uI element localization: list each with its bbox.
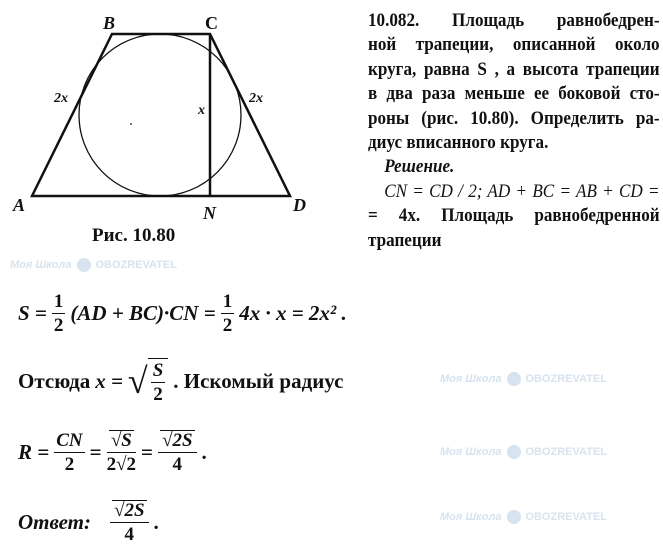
problem-text bbox=[368, 9, 660, 253]
label-c: C bbox=[205, 13, 218, 33]
formula-part: . bbox=[201, 439, 207, 464]
formula-part: . bbox=[153, 509, 159, 534]
answer bbox=[18, 500, 159, 544]
solution-line: CN = CD / 2; AD + BC = AB + CD = bbox=[384, 180, 660, 202]
x-formula bbox=[18, 358, 343, 404]
solution-heading: Решение. bbox=[384, 156, 455, 178]
problem-line: круга, равна S , а высота трапеции bbox=[368, 58, 660, 80]
formula-part: = bbox=[141, 439, 154, 464]
answer-fraction: √ 2S 4 bbox=[110, 500, 149, 544]
formula-part: (AD + BC)·CN = bbox=[70, 301, 216, 325]
radius-formula bbox=[18, 430, 207, 474]
formula-part: x = bbox=[95, 368, 123, 393]
solution-line: = 4x. Площадь равнобедренной bbox=[368, 205, 660, 227]
sqrt-fraction: √ S 2 bbox=[128, 358, 168, 404]
label-d: D bbox=[293, 195, 306, 215]
formula-part: S = bbox=[18, 301, 47, 325]
trapezoid-figure bbox=[0, 0, 330, 260]
watermark: Моя Школа OBOZREVATEL bbox=[440, 510, 607, 523]
fraction: √ $\frac{S}{2√2}$ bbox=[107, 430, 136, 474]
label-b: B bbox=[103, 13, 116, 33]
problem-line: ной трапеции, описанной около bbox=[368, 34, 660, 56]
figure-caption: Рис. 10.80 bbox=[92, 225, 176, 246]
solution-line: трапеции bbox=[368, 229, 442, 251]
fraction: √ $\frac{2S}{4}$ bbox=[158, 430, 197, 474]
label-side-left: 2x bbox=[54, 91, 68, 106]
label-a: A bbox=[13, 195, 26, 215]
fraction: $\frac{CN}{2}$ bbox=[56, 429, 83, 475]
watermark: Моя Школа OBOZREVATEL bbox=[440, 372, 607, 385]
fraction-half: $\frac{1}{2}$ bbox=[222, 291, 233, 336]
problem-line: роны (рис. 10.80). Определить ра- bbox=[368, 107, 660, 129]
formula-part: . Искомый радиус bbox=[173, 368, 344, 393]
watermark: Моя Школа OBOZREVATEL bbox=[440, 445, 607, 458]
label-height: x bbox=[198, 103, 205, 118]
problem-line: диус вписанного круга. bbox=[368, 132, 549, 154]
answer-label: Ответ: bbox=[18, 509, 91, 534]
formula-part: 4x · x = 2x² . bbox=[239, 301, 347, 325]
circle-center bbox=[130, 123, 132, 125]
watermark: Моя Школа OBOZREVATEL bbox=[10, 258, 177, 271]
fraction-half: $\frac{1}{2}$ bbox=[53, 291, 64, 336]
problem-line: в два раза меньше ее боковой сто- bbox=[368, 83, 660, 105]
trapezoid bbox=[32, 34, 290, 196]
label-n: N bbox=[203, 203, 216, 223]
area-formula bbox=[18, 292, 347, 335]
formula-part: Отсюда bbox=[18, 368, 91, 393]
inscribed-circle bbox=[79, 34, 241, 196]
label-side-right: 2x bbox=[249, 91, 263, 106]
formula-part: = bbox=[89, 439, 102, 464]
problem-line: 10.082. Площадь равнобедрен- bbox=[368, 10, 660, 31]
formula-part: R = bbox=[18, 439, 50, 464]
